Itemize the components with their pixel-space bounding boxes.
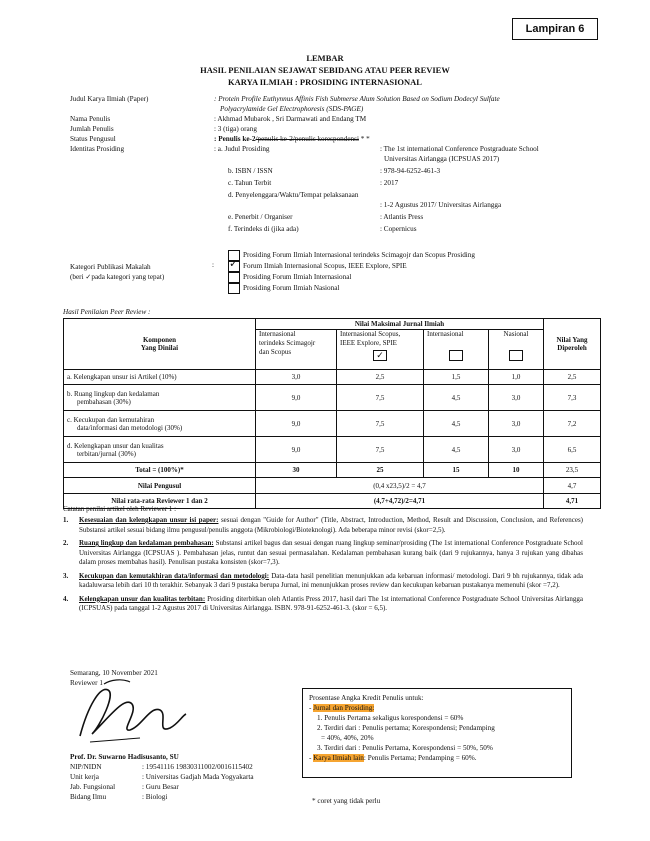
col-scopus (337, 330, 424, 370)
row-label (64, 370, 256, 385)
judul-value-2: Polyacrylamide Gel Electrophoresis (SDS-PAGE) (220, 105, 364, 113)
c-label: c. Tahun Terbit (228, 179, 272, 187)
check-icon: ✓ (373, 350, 387, 361)
pengusul-row (64, 478, 601, 494)
total-value: 10 (489, 463, 544, 478)
catatan-num: 1. (63, 516, 69, 524)
kategori-option-label: Prosiding Forum Ilmiah Internasional terindeks Scimagojr dan Scopus Prosiding (243, 251, 475, 259)
catatan-num: 3. (63, 571, 69, 580)
kategori-option[interactable] (228, 250, 475, 260)
col1-l3: dan Scopus (259, 348, 292, 356)
cell-score: 7,3 (544, 385, 601, 411)
catatan-list (63, 516, 583, 614)
signature-image (70, 676, 190, 748)
catatan-title: Ruang lingkup dan kedalaman pembahasan: (79, 539, 214, 547)
cell-value: 2,5 (337, 370, 424, 385)
cell-value: 3,0 (489, 437, 544, 463)
nilai-yang-h2: Diperoleh (557, 344, 587, 352)
e-value: : Atlantis Press (380, 213, 424, 221)
cell-value: 1,5 (424, 370, 489, 385)
bidang-label: Bidang Ilmu (70, 793, 107, 801)
row-label-l1: d. Kelengkapan unsur dan kualitas (67, 441, 164, 450)
jurnal-highlight: Jurnal dan Prosiding: (313, 704, 375, 712)
checkbox[interactable] (228, 272, 240, 283)
reviewer-name: Prof. Dr. Suwarno Hadisusanto, SU (70, 753, 179, 761)
title-line-1: LEMBAR (306, 53, 344, 63)
karya-text: : Penulis Pertama; Pendamping = 60%. (363, 754, 477, 762)
catatan-body: Prosiding diterbitkan oleh Atlantis Press 2017, hasil dari The 1st international Conference Postgraduate School Universitas Airlangga (ICPSUAS) pada tanggal 1-2 Agustus 2017 di Universitas Airlangga. ISBN. 978-91-6252-461-3. (skor = 6,5). (79, 594, 583, 612)
cell-value: 4,5 (424, 385, 489, 411)
judul-label: Judul Karya Ilmiah (Paper) (70, 95, 149, 103)
nilai-yang-h1: Nilai Yang (556, 336, 588, 344)
a-label: : a. Judul Prosiding (214, 145, 270, 153)
catatan-item (63, 539, 583, 568)
kredit-l2b: = 40%, 40%, 20% (321, 734, 374, 742)
kategori-option[interactable] (228, 283, 475, 293)
f-value: : Copernicus (380, 225, 417, 233)
catatan-text (79, 539, 583, 568)
catatan-item (63, 572, 583, 591)
row-label (64, 411, 256, 437)
col2-l1: Internasional Scopus, (340, 330, 401, 338)
pengusul-label: Nilai Pengusul (64, 478, 256, 494)
status-selected: : Penulis ke-2 (214, 135, 256, 143)
hasil-label: Hasil Penilaian Peer Review : (63, 308, 151, 316)
nama-label: Nama Penulis (70, 115, 111, 123)
catatan-body: Substansi artikel bagus dan sesuai dengan ruang lingkup seminar/prosiding (The 1st international Conference Postgraduate School Universitas Airlangga (ICPSUAS ). Pembahasan jelas, runtut dan sesuai permasalahan. Kedalaman pembahasan kurang baik (dari 9 rujukannya, hanya 3 rujukan yang dibahas dalam proses membahas hasil). Penulisan pustaka konsisten (skor=7,3). (79, 539, 583, 566)
catatan-item (63, 516, 583, 535)
rata-score: 4,71 (544, 494, 601, 509)
kategori-option-label: Prosiding Forum Ilmiah Nasional (243, 284, 340, 292)
total-value: 25 (337, 463, 424, 478)
identitas-label: Identitas Prosiding (70, 145, 125, 153)
total-score: 23,5 (544, 463, 601, 478)
status-label: Status Pengusul (70, 135, 116, 143)
kredit-l1: 1. Penulis Pertama sekaligus korespondensi = 60% (317, 714, 464, 722)
table-row (64, 385, 601, 411)
nip-label: NIP/NIDN (70, 763, 102, 771)
place-date: Semarang, 10 November 2021 (70, 669, 158, 677)
a-value: : The 1st international Conference Postgraduate School (380, 145, 539, 153)
status-star: * * (360, 135, 370, 143)
row-label-l1: c. Kecukupan dan kemutahiran (67, 415, 155, 424)
catatan-title: Kecukupan dan kemutakhiran data/informasi dan metodologi: (79, 571, 270, 580)
total-value: 15 (424, 463, 489, 478)
check-icon: ✓ (229, 257, 239, 270)
d-value: : 1-2 Agustus 2017/ Universitas Airlangga (380, 201, 502, 209)
table-row (64, 411, 601, 437)
row-label (64, 437, 256, 463)
col1-l2: terindeks Scimagojr (259, 339, 316, 347)
cell-score: 6,5 (544, 437, 601, 463)
cell-value: 4,5 (424, 411, 489, 437)
kategori-option[interactable] (228, 257, 475, 271)
rata-label: Nilai rata-rata Reviewer 1 dan 2 (64, 494, 256, 509)
col3-checkbox (427, 350, 485, 364)
lampiran-label: Lampiran 6 (512, 18, 598, 40)
col4-l1: Nasional (503, 330, 529, 338)
cell-value: 3,0 (256, 370, 337, 385)
bidang-value: : Biologi (142, 793, 168, 801)
total-value: 30 (256, 463, 337, 478)
row-label-l1: a. Kelengkapan unsur isi Artikel (10%) (67, 373, 177, 381)
komponen-h2: Yang Dinilai (140, 344, 179, 352)
doc-title (0, 52, 650, 88)
row-label-l2: data/informasi dan metodologi (30%) (77, 423, 183, 432)
a-value-2: Universitas Airlangga (ICPSUAS 2017) (384, 155, 500, 163)
kategori-options (228, 250, 475, 293)
cell-value: 1,0 (489, 370, 544, 385)
kredit-karya: - Karya Ilmiah lain: Penulis Pertama; Pendamping = 60%. (309, 754, 477, 762)
row-label (64, 385, 256, 411)
nama-value: : Akhmad Mubarok , Sri Darmawati and Endang TM (214, 115, 367, 123)
judul-value: : Protein Profile Euthynnus Affinis Fish Submerse Alum Solution Based on Sodium Dodecyl Sulfate (214, 95, 500, 103)
rata-formula: (4,7+4,72)/2=4,71 (256, 494, 544, 509)
total-row (64, 463, 601, 478)
total-label: Total = (100%)* (64, 463, 256, 478)
cell-value: 9,0 (256, 385, 337, 411)
checkbox[interactable] (228, 283, 240, 294)
catatan-text (79, 516, 583, 535)
row-label-l2: terbitan/jurnal (30%) (77, 449, 136, 458)
catatan-item (63, 595, 583, 614)
col1-l1: Internasional (259, 330, 296, 338)
pengusul-formula: (0,4 x23,5)/2 = 4,7 (256, 478, 544, 494)
kredit-l2: 2. Terdiri dari : Penulis pertama; Korespondensi; Pendamping (317, 724, 495, 732)
jumlah-label: Jumlah Penulis (70, 125, 114, 133)
checkbox-empty (509, 350, 523, 361)
komponen-h1: Komponen (142, 336, 177, 344)
jumlah-value: : 3 (tiga) orang (214, 125, 257, 133)
row-label-l2: pembahasan (30%) (77, 397, 131, 406)
cell-score: 2,5 (544, 370, 601, 385)
cell-value: 7,5 (337, 385, 424, 411)
catatan-body: sesuai dengan "Guide for Author" (Title, Abstract, Introduction, Method, Result and Discussion, Conclusion, and References) Substansi artikel sesuai bidang ilmu pengusul/penulis anggota (Mikrobiologi/Bioteknologi). Ada beberapa minor revisi (skor=2,5). (79, 516, 584, 534)
unit-value: : Universitas Gadjah Mada Yogyakarta (142, 773, 254, 781)
kategori-hint: (beri ✓pada kategori yang tepat) (70, 273, 165, 281)
col3-l1: Internasional (427, 330, 464, 338)
kredit-box (302, 688, 572, 778)
status-struck: /penulis ke-2/penulis korespondensi (255, 135, 359, 143)
col2-checkbox (340, 350, 420, 361)
catatan-title: Kelengkapan unsur dan kualitas terbitan: (79, 594, 206, 603)
kategori-label: Kategori Publikasi Makalah (70, 263, 151, 271)
cell-value: 3,0 (489, 411, 544, 437)
cell-value: 9,0 (256, 411, 337, 437)
f-label: f. Terindeks di (jika ada) (228, 225, 299, 233)
footnote: * coret yang tidak perlu (312, 797, 381, 805)
e-label: e. Penerbit / Organiser (228, 213, 293, 221)
checkbox-empty (449, 350, 463, 361)
kredit-jurnal: - Jurnal dan Prosiding: (309, 704, 375, 712)
pengusul-score: 4,7 (544, 478, 601, 494)
cell-score: 7,2 (544, 411, 601, 437)
cell-value: 7,5 (337, 411, 424, 437)
nilai-yang-header (544, 319, 601, 370)
reviewer-label: Reviewer 1 (70, 679, 103, 687)
komponen-header (64, 319, 256, 370)
b-label: b. ISBN / ISSN (228, 167, 273, 175)
karya-highlight: Karya Ilmiah lain (313, 754, 364, 762)
nilai-maks-header: Nilai Maksimal Jurnal Ilmiah (256, 319, 544, 330)
jab-value: : Guru Besar (142, 783, 179, 791)
col2-l2: IEEE Explore, SPIE (340, 339, 397, 347)
col-nasional (489, 330, 544, 370)
d-label: d. Penyelenggara/Waktu/Tempat pelaksanaan (228, 191, 359, 199)
row-label-l1: b. Ruang lingkup dan kedalaman (67, 389, 160, 398)
cell-value: 3,0 (489, 385, 544, 411)
b-value: : 978-94-6252-461-3 (380, 167, 441, 175)
kredit-head: Prosentase Angka Kredit Penulis untuk: (309, 694, 424, 702)
catatan-num: 4. (63, 594, 69, 603)
catatan-text (79, 572, 583, 591)
title-line-3: KARYA ILMIAH : PROSIDING INTERNASIONAL (228, 77, 422, 87)
kategori-colon: : (212, 261, 214, 269)
kategori-option[interactable] (228, 272, 475, 282)
col-internasional (424, 330, 489, 370)
cell-value: 4,5 (424, 437, 489, 463)
cell-value: 7,5 (337, 437, 424, 463)
title-line-2: HASIL PENILAIAN SEJAWAT SEBIDANG ATAU PEER REVIEW (200, 65, 450, 75)
col-scimagojr (256, 330, 337, 370)
checkbox-checked[interactable] (228, 257, 240, 272)
table-row (64, 437, 601, 463)
catatan-head: Catatan penilai artikel oleh Reviewer 1 : (63, 505, 177, 513)
jab-label: Jab. Fungsional (70, 783, 116, 791)
catatan-title: Kesesuaian dan kelengkapan unsur isi paper: (79, 516, 219, 524)
catatan-body: Data-data hasil penelitian menunjukkan ada kebaruan informasi/ metodologi. Dari 9 bh rujukannya, tidak ada kadaluwarsa lebih dari 10 th terakhir. Sebanyak 3 dari 9 pustaka berupa Jurnal, ini menunjukkan proses review dan kecukupan kebaruan pustakanya memenuhi (skor =7,2). (79, 571, 583, 589)
unit-label: Unit kerja (70, 773, 99, 781)
col4-checkbox (492, 350, 540, 364)
kredit-l3: 3. Terdiri dari : Penulis Pertama, Korespondensi = 50%, 50% (317, 744, 493, 752)
c-value: : 2017 (380, 179, 399, 187)
kategori-option-label: Prosiding Forum Ilmiah Internasional (243, 273, 352, 281)
table-row (64, 370, 601, 385)
catatan-text (79, 595, 583, 614)
catatan-num: 2. (63, 539, 69, 547)
status-value (214, 134, 370, 144)
nip-value: : 19541116 19830311002/0016115402 (142, 763, 253, 771)
kategori-option-label: Forum Ilmiah Internasional Scopus, IEEE Explore, SPIE (243, 262, 407, 270)
cell-value: 9,0 (256, 437, 337, 463)
penilaian-table (63, 318, 601, 509)
